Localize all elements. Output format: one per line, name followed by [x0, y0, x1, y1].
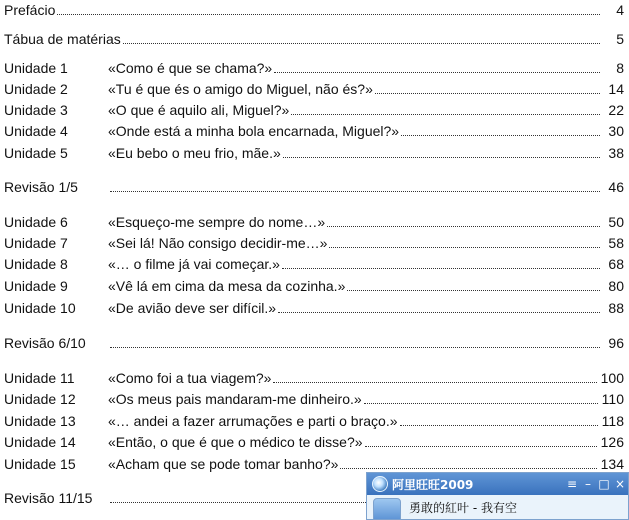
toc-page: 50 — [608, 214, 624, 230]
toc-title: «Os meus pais mandaram-me dinheiro.» — [108, 391, 362, 407]
toc-page: 126 — [600, 434, 624, 450]
toc-page: 100 — [600, 370, 624, 386]
toc-label: Prefácio — [4, 2, 56, 18]
popup-message[interactable]: 勇敢的紅叶 - 我有空 — [409, 500, 517, 515]
leader-dots — [278, 311, 600, 313]
popup-title: 阿里旺旺2009 — [392, 477, 474, 492]
toc-page: 68 — [608, 256, 624, 272]
leader-dots — [274, 71, 600, 73]
toc-label: Unidade 11 — [4, 370, 75, 386]
toc-row-unidade-13 — [4, 413, 624, 431]
toc-row-unidade-7 — [4, 235, 624, 253]
leader-dots — [401, 134, 600, 136]
toc-title: «Como é que se chama?» — [108, 60, 273, 76]
toc-row-unidade-8 — [4, 256, 624, 274]
leader-dots — [347, 289, 600, 291]
toc-label: Revisão 6/10 — [4, 335, 86, 351]
toc-label: Unidade 2 — [4, 81, 68, 97]
toc-label: Revisão 11/15 — [4, 490, 93, 506]
toc-row-unidade-5 — [4, 145, 624, 163]
toc-row-unidade-12 — [4, 391, 624, 409]
toc-title: «Acham que se pode tomar banho?» — [108, 456, 339, 472]
toc-page: 110 — [601, 391, 624, 407]
toc-title: «Eu bebo o meu frio, mãe.» — [108, 145, 281, 161]
im-popup-window[interactable] — [366, 472, 629, 520]
leader-dots — [110, 190, 600, 192]
toc-title: «Esqueço-me sempre do nome…» — [108, 214, 326, 230]
avatar — [373, 498, 401, 520]
toc-page: 134 — [600, 456, 624, 472]
toc-label: Unidade 5 — [4, 145, 68, 161]
leader-dots — [364, 402, 598, 404]
toc-title: «Vê lá em cima da mesa da cozinha.» — [108, 278, 346, 294]
toc-row-unidade-4 — [4, 123, 624, 141]
toc-row-unidade-6 — [4, 214, 624, 232]
toc-label: Unidade 3 — [4, 102, 68, 118]
toc-page: 88 — [608, 300, 624, 316]
toc-page: 38 — [608, 145, 624, 161]
leader-dots — [283, 156, 600, 158]
toc-page: 58 — [608, 235, 624, 251]
leader-dots — [291, 113, 600, 115]
toc-row-unidade-11 — [4, 370, 624, 388]
leader-dots — [340, 467, 596, 469]
toc-label: Unidade 14 — [4, 434, 76, 450]
toc-title: «… o filme já vai começar.» — [108, 256, 280, 272]
toc-title: «Então, o que é que o médico te disse?» — [108, 434, 363, 450]
toc-row-tabua — [4, 31, 624, 49]
toc-label: Unidade 9 — [4, 278, 68, 294]
toc-title: «O que é aquilo ali, Miguel?» — [108, 102, 290, 118]
toc-row-unidade-14 — [4, 434, 624, 452]
maximize-button[interactable]: □ — [598, 477, 610, 491]
close-button[interactable]: × — [614, 477, 626, 491]
toc-label: Unidade 10 — [4, 300, 76, 316]
toc-title: «… andei a fazer arrumações e parti o braço.» — [108, 413, 398, 429]
toc-title: «Tu é que és o amigo do Miguel, não és?» — [108, 81, 373, 97]
toc-label: Unidade 6 — [4, 214, 68, 230]
leader-dots — [329, 246, 600, 248]
toc-page: 30 — [608, 123, 624, 139]
leader-dots — [365, 445, 597, 447]
popup-body — [367, 495, 628, 519]
leader-dots — [375, 92, 600, 94]
toc-row-revisao-1-5 — [4, 179, 624, 197]
toc-label: Unidade 1 — [4, 60, 68, 76]
toc-page: 4 — [616, 2, 624, 18]
leader-dots — [273, 381, 596, 383]
leader-dots — [327, 225, 600, 227]
toc-label: Unidade 4 — [4, 123, 68, 139]
toc-page: 80 — [608, 278, 624, 294]
toc-page: 22 — [608, 102, 624, 118]
toc-label: Tábua de matérias — [4, 31, 121, 47]
toc-label: Unidade 7 — [4, 235, 68, 251]
leader-dots — [57, 13, 600, 15]
leader-dots — [282, 267, 600, 269]
toc-row-unidade-2 — [4, 81, 624, 99]
menu-icon[interactable]: ≡ — [566, 477, 578, 491]
leader-dots — [123, 42, 600, 44]
toc-page: 118 — [601, 413, 624, 429]
leader-dots — [110, 346, 600, 348]
toc-row-unidade-10 — [4, 300, 624, 318]
toc-title: «Onde está a minha bola encarnada, Miguel?» — [108, 123, 400, 139]
minimize-button[interactable]: – — [585, 477, 591, 491]
toc-label: Unidade 12 — [4, 391, 76, 407]
toc-row-revisao-6-10 — [4, 335, 624, 353]
toc-page: 14 — [608, 81, 624, 97]
toc-row-unidade-3 — [4, 102, 624, 120]
toc-row-unidade-1 — [4, 60, 624, 78]
toc-label: Unidade 13 — [4, 413, 76, 429]
popup-title-bar[interactable] — [367, 473, 628, 495]
toc-page: 8 — [616, 60, 624, 76]
toc-label: Revisão 1/5 — [4, 179, 78, 195]
app-logo-icon — [372, 476, 388, 492]
leader-dots — [400, 424, 598, 426]
toc-title: «Sei lá! Não consigo decidir-me…» — [108, 235, 328, 251]
toc-row-prefacio — [4, 2, 624, 20]
toc-label: Unidade 8 — [4, 256, 68, 272]
toc-page: 96 — [608, 335, 624, 351]
toc-label: Unidade 15 — [4, 456, 76, 472]
toc-row-unidade-9 — [4, 278, 624, 296]
toc-page: 46 — [608, 179, 624, 195]
toc-page: 5 — [616, 31, 624, 47]
toc-title: «Como foi a tua viagem?» — [108, 370, 272, 386]
toc-title: «De avião deve ser difícil.» — [108, 300, 277, 316]
